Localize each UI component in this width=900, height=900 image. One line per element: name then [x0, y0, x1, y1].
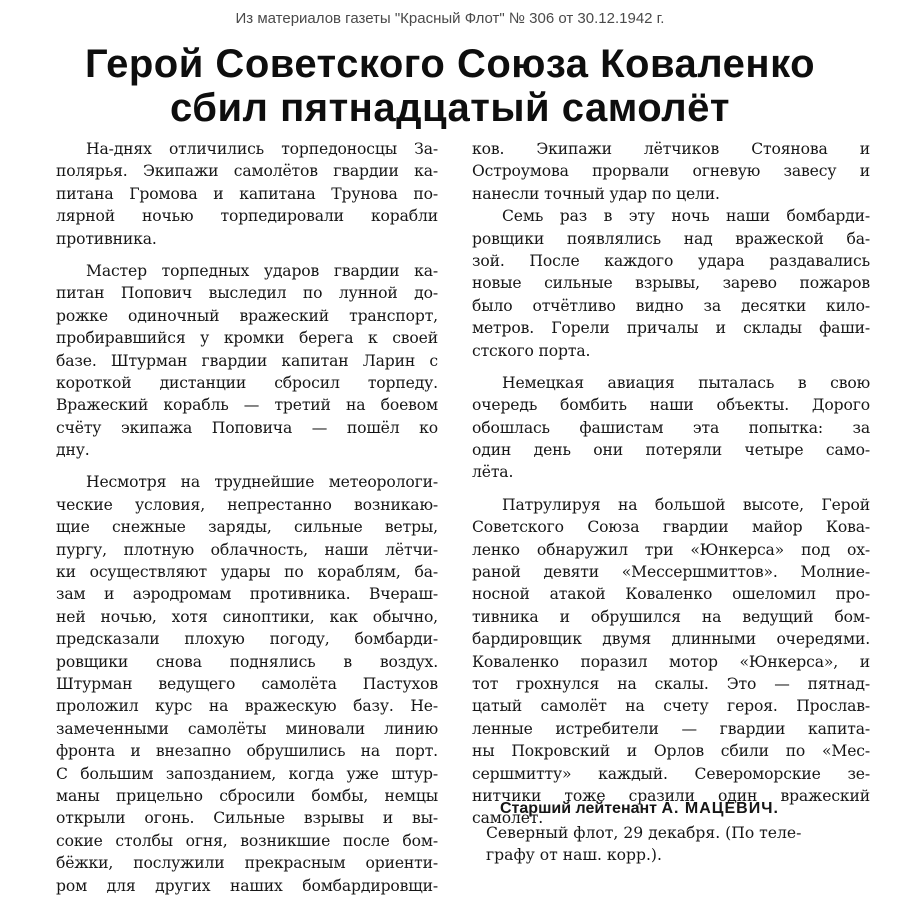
text-line: бардировщик двумя длинными очередями. [472, 630, 870, 649]
text-line: щие снежные заряды, сильные ветры, [56, 518, 438, 537]
text-line: питана Громова и капитана Трунова по- [56, 184, 438, 203]
author-signature [500, 800, 779, 818]
paragraph-3 [56, 471, 438, 896]
text-line: ровщики снова поднялись в воздух. [56, 652, 438, 671]
dateline-line-2: графу от наш. корр.). [486, 846, 662, 865]
text-line: противника. [56, 229, 157, 248]
paragraph-4 [472, 205, 870, 362]
text-line: ленные истребители — гвардии капита- [472, 719, 870, 738]
text-line: дну. [56, 441, 90, 460]
text-line: Мастер торпедных ударов гвардии ка- [86, 261, 438, 280]
left-column [56, 138, 438, 897]
text-line: обошлась фашистам эта попытка: за [472, 418, 870, 437]
text-line: открыли огонь. Сильные взрывы и вы- [56, 809, 438, 828]
text-line: рожке одиночный вражеский транспорт, [56, 306, 438, 325]
text-line: стского порта. [472, 341, 591, 360]
text-line: нанесли точный удар по цели. [472, 184, 720, 203]
text-line: Коваленко поразил мотор «Юнкерса», и [472, 652, 870, 671]
text-line: проложил курс на вражескую базу. Не- [56, 697, 438, 716]
text-line: С большим запозданием, когда уже штур- [56, 764, 438, 783]
text-line: очередь бомбить наши объекты. Дорого [472, 396, 870, 415]
text-line: Штурман ведущего самолёта Пастухов [56, 674, 438, 693]
paragraph-2 [56, 260, 438, 462]
text-line: ны Покровский и Орлов сбили по «Мес- [472, 742, 870, 761]
text-line: Остроумова прорвали огневую завесу и [472, 162, 870, 181]
text-line: ленко обнаружил три «Юнкерса» под ох- [472, 540, 870, 559]
paragraph-continuation [472, 138, 870, 205]
paragraph-1 [56, 138, 438, 250]
text-line: тот грохнулся на скалы. Это — пятнад- [472, 674, 870, 693]
text-line: раной девяти «Мессершмиттов». Молние- [472, 563, 870, 582]
text-line: носной атакой Коваленко ошеломил про- [472, 585, 870, 604]
headline-line-2: сбил пятнадцатый самолёт [170, 86, 730, 130]
text-line: тивника и обрушился на ведущий бом- [472, 607, 870, 626]
text-line: пургу, плотную облачность, наши лётчи- [56, 540, 438, 559]
text-line: Патрулируя на большой высоте, Герой [502, 495, 870, 514]
column-divider [455, 136, 456, 836]
text-line: ром для других наших бомбардировщи- [56, 876, 438, 895]
text-line: счёту экипажа Поповича — пошёл ко [56, 418, 438, 437]
text-line: зам и аэродромам противника. Вчераш- [56, 585, 438, 604]
text-line: сершмитту» каждый. Североморские зе- [472, 764, 870, 783]
text-line: нитчики тоже сразили один вражеский [472, 786, 870, 805]
text-line: полярья. Экипажи самолётов гвардии ка- [56, 162, 438, 181]
author-rank: Старший лейтенант [500, 800, 657, 817]
text-line: маны прицельно сбросили бомбы, немцы [56, 786, 438, 805]
text-line: Семь раз в эту ночь наши бомбарди- [502, 207, 870, 226]
text-line: Несмотря на труднейшие метеорологи- [86, 473, 438, 492]
text-line: было отчётливо видно за десятки кило- [472, 296, 870, 315]
text-line: лёта. [472, 463, 514, 482]
text-line: ней ночью, хотя синоптики, как обычно, [56, 607, 438, 626]
author-name: А. МАЦЕВИЧ. [661, 800, 779, 817]
paragraph-5 [472, 372, 870, 484]
text-line: самолёт. [472, 809, 544, 828]
right-column [472, 138, 870, 830]
text-line: лярной ночью торпедировали корабли [56, 207, 438, 226]
text-line: ровщики появлялись над вражеской ба- [472, 229, 870, 248]
text-line: метров. Горели причалы и склады фаши- [472, 319, 870, 338]
text-line: пробиравшийся у кромки берега к своей [56, 329, 438, 348]
dateline-line-1: Северный флот, 29 декабря. (По теле- [486, 824, 802, 842]
text-line: новые сильные взрывы, зарево пожаров [472, 274, 870, 293]
paragraph-6 [472, 494, 870, 830]
text-line: цатый самолёт на счету героя. Прослав- [472, 697, 870, 716]
text-line: ческие условия, непрестанно возникаю- [56, 495, 438, 514]
text-line: предсказали плохую погоду, бомбарди- [56, 630, 438, 649]
text-line: ков. Экипажи лётчиков Стоянова и [472, 140, 870, 158]
text-line: Немецкая авиация пыталась в свою [502, 373, 870, 392]
article-headline [40, 42, 860, 130]
text-line: замеченными самолёты миновали линию [56, 719, 438, 738]
text-line: ки осуществляют удары по кораблям, ба- [56, 563, 438, 582]
text-line: Советского Союза гвардии майор Кова- [472, 518, 870, 537]
text-line: короткой дистанции сбросил торпеду. [56, 373, 438, 392]
text-line: один день они потеряли четыре само- [472, 441, 870, 460]
text-line: зой. После каждого удара раздавались [472, 251, 870, 270]
text-line: фронта и внезапно обрушились на порт. [56, 742, 438, 761]
dateline [486, 822, 870, 867]
source-caption: Из материалов газеты "Красный Флот" № 306 от 30.12.1942 г. [235, 10, 665, 27]
text-line: На-днях отличились торпедоносцы За- [86, 140, 438, 158]
text-line: Вражеский корабль — третий на боевом [56, 396, 438, 415]
text-line: сокие столбы огня, возникшие после бом- [56, 831, 438, 850]
text-line: базе. Штурман гвардии капитан Ларин с [56, 351, 438, 370]
headline-line-1: Герой Советского Союза Коваленко [84, 42, 816, 86]
text-line: питан Попович выследил по лунной до- [56, 284, 438, 303]
text-line: бёжки, послужили прекрасным ориенти- [56, 854, 438, 873]
